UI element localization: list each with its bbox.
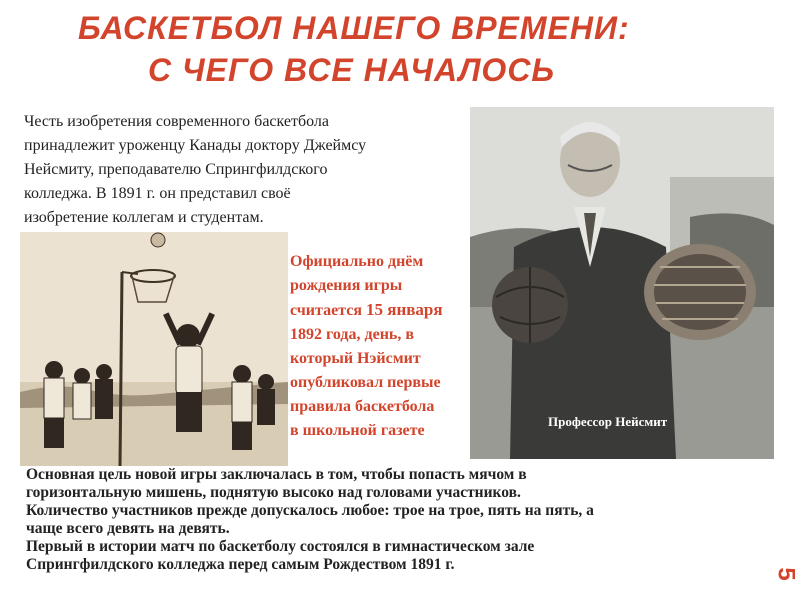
official-text-part1: Официально днём рождения игры считается	[290, 253, 424, 319]
official-birthday-note	[290, 250, 475, 443]
slide-title-line1: БАСКЕТБОЛ НАШЕГО ВРЕМЕНИ:	[78, 10, 630, 46]
slide-title-line2: С ЧЕГО ВСЕ НАЧАЛОСЬ	[148, 52, 556, 88]
main-paragraph: Основная цель новой игры заключалась в том, чтобы попасть мячом в горизонтальную мишень, поднятую высоко над головами участников. Количество участников прежде допускалось любое: трое на трое, пять на пять, а чаще всего девять на девять. Первый в истории матч по баскетболу состоялся в гимнастическом зале Спрингфилдского колледжа перед самым Рождеством 1891 г.	[26, 466, 594, 573]
early-basketball-game-photo	[20, 232, 288, 466]
intro-paragraph: Честь изобретения современного баскетбола принадлежит уроженцу Канады доктору Джеймсу Нейсмиту, преподавателю Спрингфилдского колледжа. В 1891 г. он представил своё изобретение коллегам и студентам.	[24, 113, 367, 226]
professor-naismith-photo	[470, 107, 774, 459]
photo-caption: Профессор Нейсмит	[548, 414, 668, 429]
official-text-part2: 1892 года, день, в который Нэйсмит опубликовал первые правила баскетбола в школьной газете	[290, 326, 441, 439]
page-number: 5	[772, 567, 800, 581]
official-date: 15 января	[366, 300, 443, 319]
